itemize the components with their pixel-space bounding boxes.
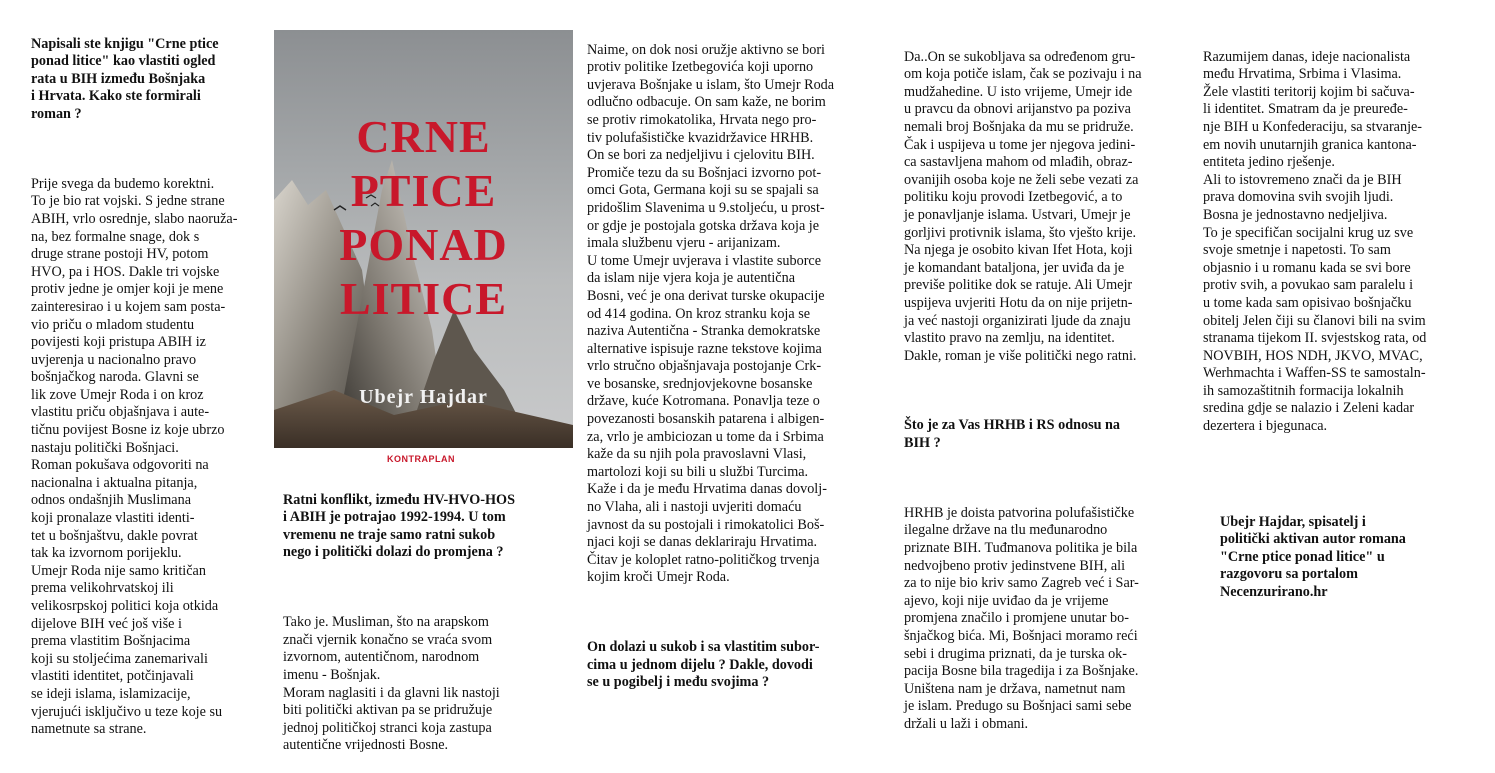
answer-2: Tako je. Musliman, što na arapskom znači vjernik konačno se vraća svom izvornom, autentičnom, narodnom imenu - Bošnjak. Moram naglasiti i da glavni lik nastoji biti politički aktivan pa se pridružuje jednoj političkoj stranci koja zastupa autentične vrijednosti Bosne. bbox=[283, 614, 500, 754]
answer-3: Da..On se sukobljava sa određenom gru- om koja potiče islam, čak se pozivaju i na mudžahedine. U isto vrijeme, Umejr ide u pravcu da obnovi arijanstvo pa poziva nemali broj Bošnjaka da mu se pridruže. Čak i uspijeva u tome jer njegova jedini- ca sastavljena mahom od mlađih, obraz- ovanijih osoba koje ne želi sebe vezati za politiku koju provodi Izetbegović, a to je ponavljanje islama. Ustvari, Umejr je gorljivi protivnik islama, što vješto krije. Na njega je osobito kivan Ifet Hota, koji je komandant bataljona, jer uviđa da je previše politike dok se ratuje. Ali Umejr uspijeva uvjeriti Hotu da on nije prijetn- ja već nastoji organizirati ljude da znaju vlastito pravo na zemlju, na identitet. Dakle, roman je više politički nego ratni. bbox=[904, 48, 1142, 364]
question-1: Napisali ste knjigu "Crne ptice ponad litice" kao vlastiti ogled rata u BIH između Bošnjaka i Hrvata. Kako ste formirali roman ? bbox=[31, 35, 219, 122]
answer-1: Prije svega da budemo korektni. To je bio rat vojski. S jedne strane ABIH, vrlo osrednje, slabo naoruža- na, bez formalne snage, dok s druge strane postoji HV, potom HVO, pa i HOS. Dakle tri vojske protiv jedne je omjer koji je mene zainteresirao i u kojem sam posta- vio priču o mladom studentu povijesti koji pristupa ABIH iz uvjerenja u nacionalno pravo bošnjačkog naroda. Glavni se lik zove Umejr Roda i on kroz vlastitu priču objašnjava i aute- tičnu povijest Bosne iz koje ubrzo nastaju politički Bošnjaci. Roman pokušava odgovoriti na nacionalna i aktualna pitanja, odnos ondašnjih Muslimana koji pronalaze vlastiti identi- tet u bošnjaštvu, dakle povrat tak ka izvornom porijeklu. Umejr Roda nije samo kritičan prema velikohrvatskoj ili velikosrpskoj politici koja otkida dijelove BIH već još više i prema vlastitim Bošnjacima koji su stoljećima zanemarivali vlastiti identitet, potčinjavali se ideji islama, islamizacije, vjerujući isključivo u teze koje su nametnute sa strane. bbox=[31, 175, 238, 738]
cover-author: Ubejr Hajdar bbox=[359, 386, 488, 408]
question-4: Što je za Vas HRHB i RS odnosu na BIH ? bbox=[904, 417, 1121, 452]
book-cover-image bbox=[274, 30, 573, 464]
cover-title-line-2: PTICE bbox=[350, 165, 497, 216]
answer-2-continued: Naime, on dok nosi oružje aktivno se bori protiv politike Izetbegovića koji uporno uvjerava Bošnjake u islam, što Umejr Roda odlučno odbacuje. On sam kaže, ne borim se protiv rimokatolika, Hrvata nego pro- tiv polufašističke kvazidržavice HRHB. On se bori za nedjeljivu i cjelovitu BIH. Promiče tezu da su Bošnjaci izvorno pot- omci Gota, Germana koji su se spajali sa pridošlim Slavenima u 9.stoljeću, u prost- or gdje je postojala gotska država koja je imala službenu vjeru - arijanizam. U tome Umejr uvjerava i vlastite suborce da islam nije vjera koja je autentična Bosni, već je ona derivat turske okupacije od 414 godina. On kroz stranku koja se naziva Autentična - Stranka demokratske alternative ispisuje razne tekstove kojima vrlo stručno objašnjavaja postojanje Crk- ve bosanske, srednjovjekovne bosanske države, kuće Kotromana. Ponavlja teze o povezanosti bosanskih patarena i albigen- za, vrlo je ambiciozan u tome da i Srbima kaže da su njih pola pravoslavni Vlasi, martolozi koji su bili u službi Turcima. Kaže i da je među Hrvatima danas dovolj- no Vlaha, ali i nastoji uvjeriti domaću javnost da su postojali i rimokatolici Boš- njaci koji se danas deklariraju Hrvatima. Čitav je koloplet ratno-političkog trvenja kojim kroči Umejr Roda. bbox=[587, 41, 835, 586]
question-2: Ratni konflikt, između HV-HVO-HOS i ABIH je potrajao 1992-1994. U tom vremenu ne traje samo ratni sukob nego i politički dolazi do promjena ? bbox=[283, 491, 515, 561]
column-3 bbox=[587, 24, 877, 710]
cover-title-line-1: CRNE bbox=[356, 111, 491, 162]
answer-4-continued: Razumijem danas, ideje nacionalista među Hrvatima, Srbima i Vlasima. Žele vlastiti teritorij kojim bi sačuva- li identitet. Smatram da je preuređe- nje BIH u Konfederaciju, sa stvaranje- em novih unutarnjih granica kantona- entiteta jedino rješenje. Ali to istovremeno znači da je BIH prava domovina svih svojih ljudi. Bosna je jednostavno nedjeljiva. To je specifičan socijalni krug uz sve svoje smetnje i napetosti. To sam objasnio i u romanu kada se svi bore protiv svih, a povukao sam paralelu i u tome kada sam opisivao bošnjačku obitelj Jelen čiji su članovi bili na svim stranama tijekom II. svjestskog rata, od NOVBIH, HOS NDH, JKVO, MVAC, Werhmachta i Waffen-SS te samostaln- ih samozaštitnih formacija lokalnih sredina gdje se nalazio i Zeleni kadar dezertera i bjegunaca. bbox=[1203, 48, 1427, 435]
answer-4: HRHB je doista patvorina polufašističke ilegalne države na tlu međunarodno priznate BIH. Tuđmanova politika je bila nedvojbeno protiv jedinstvene BIH, ali za to nije bio kriv samo Zagreb već i Sar- ajevo, koji nije uviđao da je vrijeme promjena značilo i promjene unutar bo- šnjačkog bića. Mi, Bošnjaci moramo reći sebi i drugima priznati, da je turska ok- pacija Bosne bila tragedija i za Bošnjake. Uništena nam je država, nametnut nam je islam. Predugo su Bošnjaci sami sebe držali u laži i obmani. bbox=[904, 504, 1139, 732]
cover-title bbox=[274, 110, 573, 326]
cover-title-line-4: LITICE bbox=[339, 273, 508, 324]
author-signature bbox=[1220, 496, 1480, 619]
column-1 bbox=[31, 18, 271, 756]
question-3: On dolazi u sukob i sa vlastitim subor- cima u jednom dijelu ? Dakle, dovodi se u pogibelj i među svojima ? bbox=[587, 639, 820, 691]
signature-text: Ubejr Hajdar, spisatelj i politički aktivan autor romana "Crne ptice ponad litice" u razgovoru sa portalom Necenzurirano.hr bbox=[1220, 513, 1406, 600]
cover-publisher: KONTRAPLAN bbox=[387, 454, 455, 464]
column-4 bbox=[904, 31, 1200, 751]
cover-title-line-3: PONAD bbox=[339, 219, 508, 270]
column-5 bbox=[1203, 31, 1473, 453]
column-2 bbox=[283, 474, 573, 773]
